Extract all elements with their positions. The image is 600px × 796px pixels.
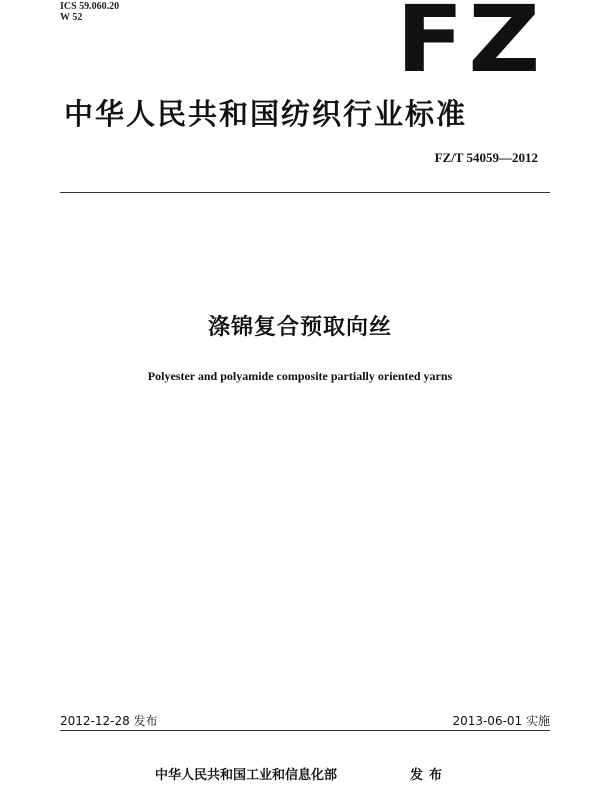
bottom-divider	[60, 730, 550, 731]
issue-date: 2012-12-28 发布	[60, 714, 158, 728]
document-title-chinese: 涤锦复合预取向丝	[207, 315, 392, 340]
top-divider	[60, 192, 550, 193]
ccs-code: W 52	[60, 12, 83, 23]
document-title-english: Polyester and polyamide composite partially oriented yarns	[147, 369, 453, 383]
issuing-authority: 中华人民共和国工业和信息化部	[155, 768, 338, 783]
ics-code: ICS 59.060.20	[60, 1, 120, 12]
issue-action-label: 发布	[410, 768, 449, 783]
fz-logo: FZ	[396, 0, 545, 93]
standard-category-title: 中华人民共和国纺织行业标准	[64, 97, 468, 131]
implementation-date: 2013-06-01 实施	[452, 714, 550, 728]
standard-number: FZ/T 54059—2012	[434, 150, 538, 165]
classification-block	[60, 1, 119, 23]
